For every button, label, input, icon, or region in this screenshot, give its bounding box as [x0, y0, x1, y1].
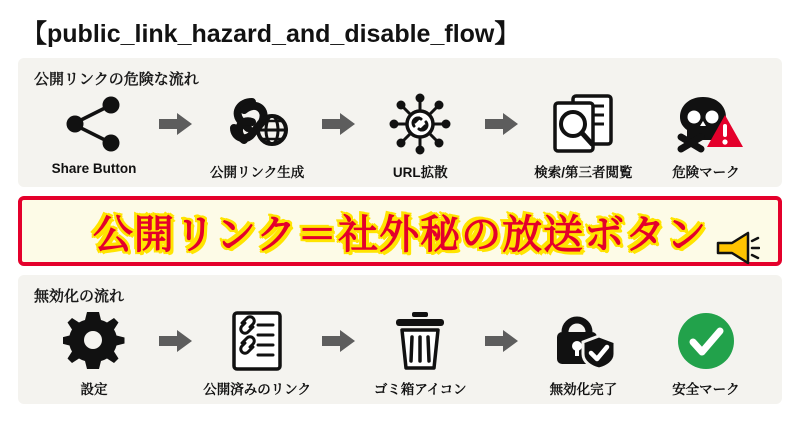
flow-step-url-spread [360, 91, 480, 181]
step-label: 設定 [80, 382, 108, 397]
hazard-flow-panel [18, 58, 782, 187]
step-label: 公開リンク生成 [210, 165, 305, 180]
flow-step-search-third-party [523, 91, 643, 181]
page-title: 【public_link_hazard_and_disable_flow】 [22, 20, 520, 48]
arrow-right-icon [157, 308, 195, 374]
banner-text: 公開リンク＝社外秘の放送ボタン [92, 212, 708, 257]
step-label: 検索/第三者閲覧 [534, 165, 633, 180]
flow-step-settings [34, 308, 154, 398]
flow-step-published-links [197, 308, 317, 398]
arrow-right-icon [320, 308, 358, 374]
flow-step-danger-mark [646, 91, 766, 181]
share-nodes-icon [63, 91, 125, 157]
url-spread-icon [388, 91, 452, 157]
flow-step-share-button [34, 91, 154, 176]
arrow-right-icon [483, 91, 521, 157]
step-label: 安全マーク [672, 382, 740, 397]
arrow-right-icon [320, 91, 358, 157]
lock-shield-check-icon [547, 308, 619, 374]
warning-banner [18, 196, 782, 266]
step-label: Share Button [51, 161, 137, 176]
disable-flow-steps [28, 306, 772, 398]
arrow-right-icon [483, 308, 521, 374]
step-label: URL拡散 [392, 165, 448, 180]
search-documents-icon [547, 91, 619, 157]
check-circle-icon [675, 308, 737, 374]
disable-panel-heading: 無効化の流れ [34, 288, 125, 305]
flow-step-trash [360, 308, 480, 398]
link-globe-icon [222, 91, 292, 157]
megaphone-icon [714, 229, 760, 272]
hazard-panel-heading: 公開リンクの危険な流れ [34, 71, 199, 88]
step-label: ゴミ箱アイコン [373, 382, 467, 397]
flow-step-safe-mark [646, 308, 766, 398]
flow-step-public-link-create [197, 91, 317, 181]
link-list-icon [226, 308, 288, 374]
skull-warning-icon [667, 91, 745, 157]
step-label: 無効化完了 [549, 382, 618, 397]
step-label: 危険マーク [672, 165, 740, 180]
trash-icon [390, 308, 450, 374]
flow-step-disable-complete [523, 308, 643, 398]
disable-flow-panel [18, 275, 782, 404]
arrow-right-icon [157, 91, 195, 157]
hazard-flow-steps [28, 89, 772, 181]
gear-icon [63, 308, 125, 374]
step-label: 公開済みのリンク [203, 382, 311, 397]
